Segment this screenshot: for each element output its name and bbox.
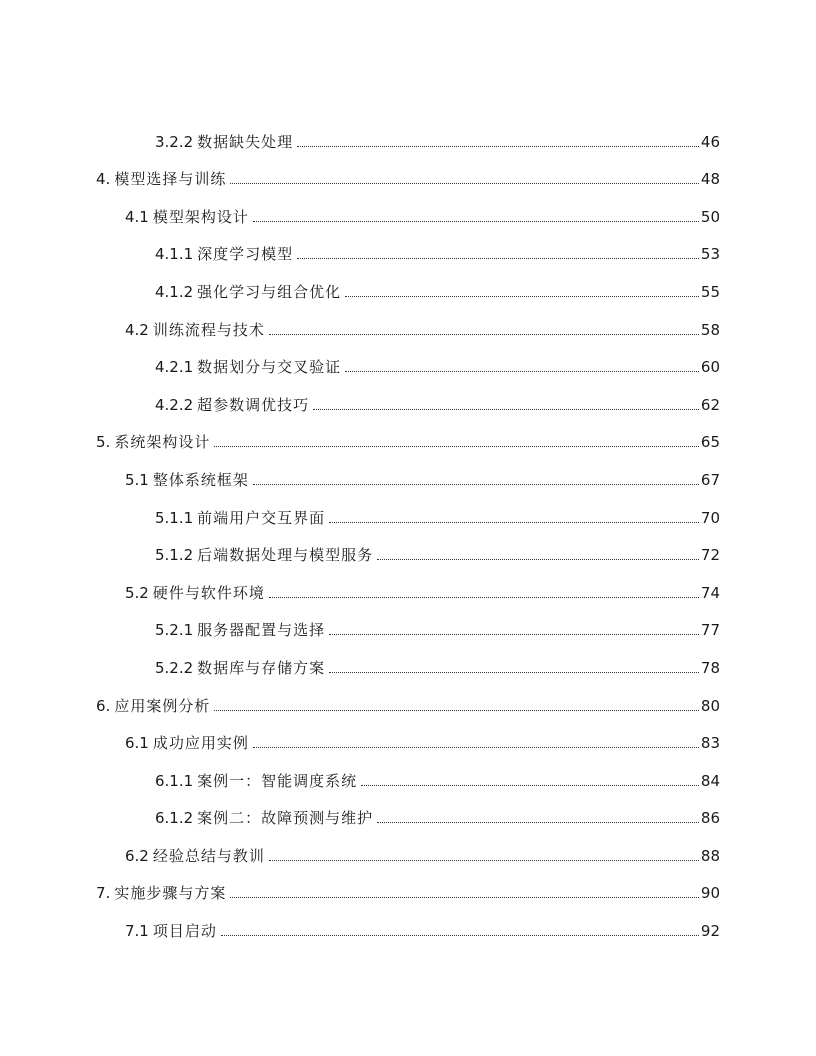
toc-entry-number: 5.	[96, 433, 111, 452]
toc-entry-title: 经验总结与教训	[152, 846, 265, 865]
toc-entry-title: 服务器配置与选择	[197, 621, 326, 640]
toc-entry-heading	[96, 696, 210, 716]
toc-entry[interactable]	[0, 716, 816, 754]
toc-entry[interactable]	[0, 903, 816, 941]
toc-entry-page-number: 88	[700, 846, 720, 865]
toc-entry-number: 5.2	[125, 583, 149, 602]
toc-entry-title: 应用案例分析	[114, 696, 211, 715]
toc-entry-number: 5.1	[125, 470, 149, 489]
dot-leader	[361, 785, 699, 786]
dot-leader	[329, 522, 699, 523]
toc-entry-page-number: 90	[700, 884, 720, 903]
toc-entry-number: 6.2	[125, 846, 149, 865]
toc-entry-title: 模型选择与训练	[114, 170, 227, 189]
toc-entry-heading	[96, 169, 226, 189]
toc-entry-heading	[96, 883, 226, 903]
dot-leader	[297, 146, 699, 147]
toc-entry[interactable]	[0, 189, 816, 227]
dot-leader	[345, 371, 699, 372]
toc-entry-number: 7.1	[125, 922, 149, 941]
toc-entry-number: 5.1.1	[155, 508, 194, 527]
toc-entry-page-number: 77	[700, 621, 720, 640]
toc-entry-page-number: 58	[700, 320, 720, 339]
dot-leader	[377, 559, 699, 560]
toc-entry[interactable]	[0, 415, 816, 453]
toc-entry-number: 6.1.2	[155, 809, 194, 828]
toc-entry-title: 模型架构设计	[152, 207, 249, 226]
dot-leader	[214, 446, 699, 447]
toc-entry-page-number: 84	[700, 771, 720, 790]
toc-entry-number: 3.2.2	[155, 132, 194, 151]
toc-entry-title: 项目启动	[152, 922, 217, 941]
toc-entry-number: 4.1.2	[155, 282, 194, 301]
toc-entry[interactable]	[0, 828, 816, 866]
toc-entry-page-number: 55	[700, 282, 720, 301]
toc-entry-page-number: 83	[700, 734, 720, 753]
toc-entry[interactable]	[0, 452, 816, 490]
toc-entry-title: 深度学习模型	[197, 245, 294, 264]
toc-entry-page-number: 70	[700, 508, 720, 527]
table-of-contents	[0, 114, 816, 941]
toc-entry-heading	[155, 808, 373, 828]
toc-entry-page-number: 48	[700, 170, 720, 189]
toc-entry[interactable]	[0, 302, 816, 340]
toc-entry-page-number: 50	[700, 207, 720, 226]
toc-entry-heading	[125, 846, 265, 866]
toc-entry[interactable]	[0, 152, 816, 190]
toc-entry[interactable]	[0, 114, 816, 152]
toc-entry-title: 前端用户交互界面	[197, 508, 326, 527]
toc-entry-heading	[155, 771, 357, 791]
toc-entry-title: 数据划分与交叉验证	[197, 358, 342, 377]
dot-leader	[230, 897, 699, 898]
toc-entry[interactable]	[0, 678, 816, 716]
toc-entry[interactable]	[0, 377, 816, 415]
toc-entry-title: 系统架构设计	[114, 433, 211, 452]
toc-entry-page-number: 78	[700, 658, 720, 677]
toc-entry-number: 6.1	[125, 734, 149, 753]
dot-leader	[297, 258, 699, 259]
toc-entry-heading	[125, 207, 249, 227]
dot-leader	[377, 822, 699, 823]
dot-leader	[345, 296, 699, 297]
toc-entry-number: 4.1.1	[155, 245, 194, 264]
dot-leader	[221, 935, 699, 936]
dot-leader	[253, 221, 699, 222]
toc-entry-title: 超参数调优技巧	[197, 395, 310, 414]
toc-entry[interactable]	[0, 340, 816, 378]
toc-entry-number: 4.2	[125, 320, 149, 339]
toc-entry[interactable]	[0, 753, 816, 791]
toc-entry-page-number: 65	[700, 433, 720, 452]
toc-entry-number: 4.1	[125, 207, 149, 226]
toc-entry-title: 案例二：故障预测与维护	[197, 809, 374, 828]
toc-entry-number: 5.1.2	[155, 546, 194, 565]
toc-entry[interactable]	[0, 528, 816, 566]
toc-entry-page-number: 72	[700, 546, 720, 565]
toc-entry-number: 6.1.1	[155, 771, 194, 790]
dot-leader	[253, 747, 699, 748]
toc-entry[interactable]	[0, 565, 816, 603]
toc-entry-heading	[155, 282, 341, 302]
toc-entry-title: 强化学习与组合优化	[197, 282, 342, 301]
toc-entry[interactable]	[0, 490, 816, 528]
toc-entry[interactable]	[0, 640, 816, 678]
toc-entry[interactable]	[0, 264, 816, 302]
toc-entry[interactable]	[0, 603, 816, 641]
toc-entry[interactable]	[0, 866, 816, 904]
toc-entry-title: 后端数据处理与模型服务	[197, 546, 374, 565]
toc-entry-heading	[96, 432, 210, 452]
toc-entry-title: 案例一：智能调度系统	[197, 771, 358, 790]
toc-entry-page-number: 60	[700, 358, 720, 377]
toc-entry-page-number: 62	[700, 395, 720, 414]
toc-entry-number: 4.2.1	[155, 358, 194, 377]
toc-entry-heading	[155, 620, 325, 640]
dot-leader	[253, 484, 699, 485]
dot-leader	[329, 634, 699, 635]
toc-entry-page-number: 74	[700, 583, 720, 602]
toc-entry-title: 整体系统框架	[152, 470, 249, 489]
toc-entry-heading	[155, 508, 325, 528]
dot-leader	[230, 183, 699, 184]
toc-entry-number: 5.2.2	[155, 658, 194, 677]
toc-entry-heading	[155, 132, 293, 152]
dot-leader	[269, 597, 699, 598]
dot-leader	[329, 672, 699, 673]
toc-entry-page-number: 67	[700, 470, 720, 489]
dot-leader	[214, 710, 699, 711]
toc-entry-heading	[125, 320, 265, 340]
toc-entry-number: 6.	[96, 696, 111, 715]
toc-entry-title: 硬件与软件环境	[152, 583, 265, 602]
toc-entry[interactable]	[0, 791, 816, 829]
dot-leader	[269, 334, 699, 335]
toc-entry-title: 实施步骤与方案	[114, 884, 227, 903]
toc-entry-heading	[125, 583, 265, 603]
dot-leader	[269, 860, 699, 861]
toc-entry-title: 成功应用实例	[152, 734, 249, 753]
toc-entry-page-number: 86	[700, 809, 720, 828]
toc-entry-number: 4.	[96, 170, 111, 189]
toc-entry-heading	[155, 395, 309, 415]
toc-entry[interactable]	[0, 227, 816, 265]
toc-entry-heading	[155, 545, 373, 565]
toc-entry-number: 5.2.1	[155, 621, 194, 640]
toc-entry-title: 数据库与存储方案	[197, 658, 326, 677]
toc-entry-title: 训练流程与技术	[152, 320, 265, 339]
toc-entry-number: 7.	[96, 884, 111, 903]
toc-entry-heading	[125, 733, 249, 753]
toc-entry-page-number: 46	[700, 132, 720, 151]
dot-leader	[313, 409, 699, 410]
toc-entry-heading	[125, 470, 249, 490]
toc-entry-number: 4.2.2	[155, 395, 194, 414]
toc-entry-heading	[155, 658, 325, 678]
toc-entry-heading	[155, 357, 341, 377]
toc-entry-page-number: 80	[700, 696, 720, 715]
toc-entry-heading	[155, 244, 293, 264]
toc-entry-page-number: 92	[700, 922, 720, 941]
toc-entry-heading	[125, 921, 217, 941]
toc-entry-page-number: 53	[700, 245, 720, 264]
toc-entry-title: 数据缺失处理	[197, 132, 294, 151]
